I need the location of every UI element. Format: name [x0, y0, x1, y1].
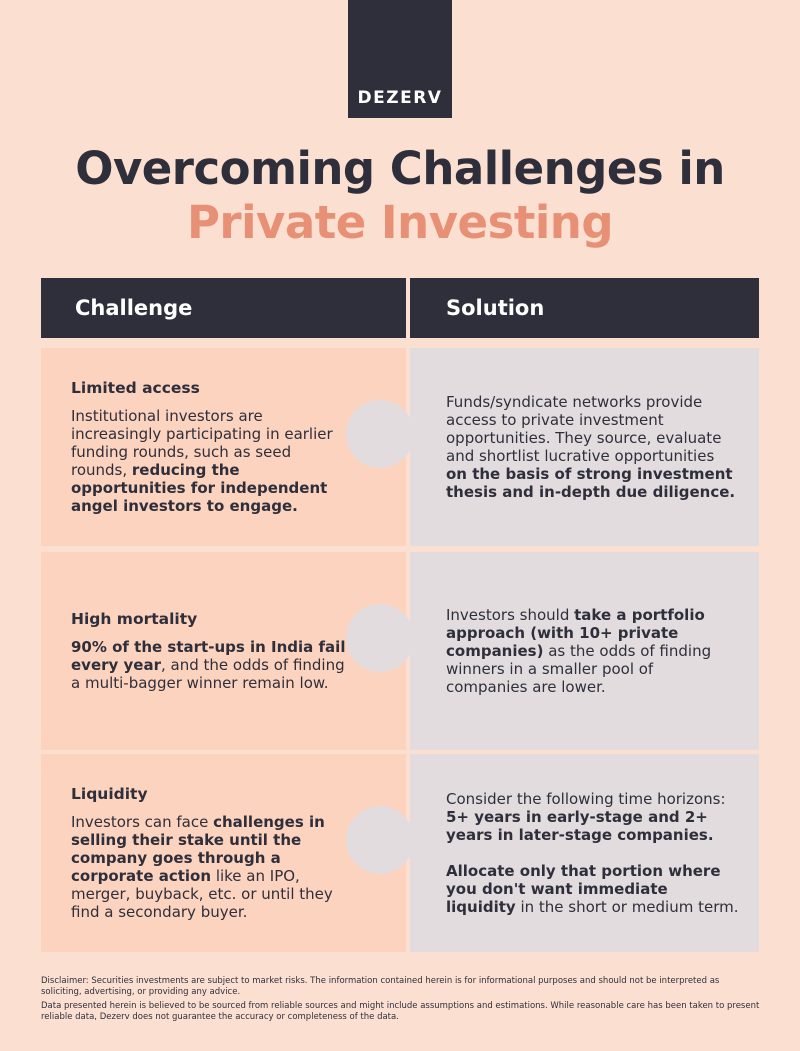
- text-run-bold: on the basis of strong investment thesis and in-depth due diligence.: [446, 465, 736, 501]
- solution-header-label: Solution: [446, 296, 545, 320]
- challenge-header-label: Challenge: [75, 296, 193, 320]
- solution-cell-limited-access: [410, 348, 759, 546]
- text-run: in the short or medium term.: [515, 898, 739, 916]
- text-run: , and the odds of finding a multi-bagger winner remain low.: [71, 656, 345, 692]
- text-run-bold: 90% of the start-ups in India fail every year: [71, 638, 346, 674]
- challenge-title: Limited access: [71, 379, 200, 397]
- page-title: [0, 142, 800, 250]
- solution-text: [446, 606, 739, 696]
- text-run: Institutional investors are increasingly participating in earlier funding rounds, such as seed rounds,: [71, 407, 333, 479]
- title-line-1: Overcoming Challenges in: [75, 142, 725, 195]
- solution-text-2: [446, 862, 739, 916]
- puzzle-knob: [346, 806, 414, 874]
- text-run-bold: reducing the opportunities for independent angel investors to engage.: [71, 461, 328, 515]
- challenge-text: [71, 813, 346, 921]
- title-line-2: Private Investing: [186, 196, 614, 249]
- challenge-column-header: [41, 278, 406, 338]
- disclaimer-line-2: Data presented herein is believed to be sourced from reliable sources and might include assumptions and estimations. While reasonable care has been taken to present reliable data, Dezerv does not guarantee the accuracy or completeness of the data.: [41, 1001, 760, 1022]
- text-run-bold: Allocate only that portion where you don't want immediate liquidity: [446, 862, 721, 916]
- text-run-bold: 5+ years in early-stage and 2+ years in later-stage companies.: [446, 808, 714, 844]
- solution-column-header: [410, 278, 759, 338]
- solution-cell-high-mortality: [410, 552, 759, 750]
- puzzle-knob: [346, 604, 414, 672]
- solution-cell-liquidity: [410, 754, 759, 952]
- brand-name: DEZERV: [357, 88, 443, 108]
- challenge-text: [71, 407, 346, 515]
- challenge-title: High mortality: [71, 610, 198, 628]
- puzzle-knob: [346, 400, 414, 468]
- disclaimer-line-1: Disclaimer: Securities investments are subject to market risks. The information contained herein is for informational purposes and should not be interpreted as soliciting, advertising, or providing any advice.: [41, 976, 720, 997]
- text-run: Consider the following time horizons:: [446, 790, 726, 808]
- disclaimer: [41, 976, 761, 1023]
- brand-logo: [348, 0, 452, 118]
- solution-text: [446, 790, 739, 844]
- challenge-title: Liquidity: [71, 785, 148, 803]
- text-run: Funds/syndicate networks provide access to private investment opportunities. They source, evaluate and shortlist lucrative opportunities: [446, 393, 722, 465]
- solution-text: [446, 393, 739, 501]
- text-run: as the odds of finding winners in a smaller pool of companies are lower.: [446, 642, 712, 696]
- text-run-bold: take a portfolio approach (with 10+ private companies): [446, 606, 705, 660]
- challenge-text: [71, 638, 346, 692]
- text-run: Investors should: [446, 606, 575, 624]
- text-run-bold: challenges in selling their stake until the company goes through a corporate action: [71, 813, 325, 885]
- text-run: Investors can face: [71, 813, 214, 831]
- text-run: like an IPO, merger, buyback, etc. or until they find a secondary buyer.: [71, 867, 333, 921]
